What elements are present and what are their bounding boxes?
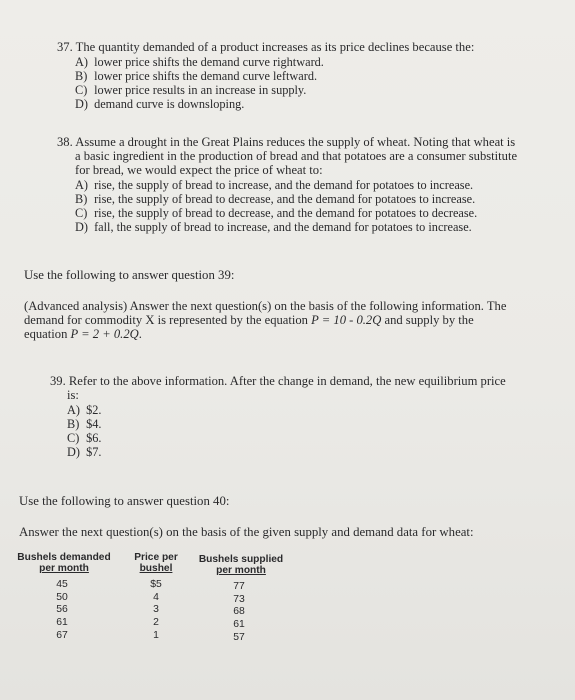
question-37-option-b: B) lower price shifts the demand curve leftward.: [75, 69, 318, 83]
question-38-option-d: D) fall, the supply of bread to increase, and the demand for potatoes to increase.: [75, 220, 472, 234]
table-cell: 45: [56, 579, 68, 590]
instruction-question-39: Use the following to answer question 39:: [24, 268, 235, 282]
question-40-intro: Answer the next question(s) on the basis of the given supply and demand data for wheat:: [19, 525, 474, 539]
table-cell: 1: [153, 629, 159, 641]
table-header-price: Price per bushel: [134, 552, 178, 574]
question-39-option-a: A) $2.: [67, 403, 102, 417]
table-cell: 77: [233, 581, 245, 592]
information-line1: (Advanced analysis) Answer the next question(s) on the basis of the following information. The: [24, 299, 507, 313]
question-39-stem-line1: 39. Refer to the above information. After the change in demand, the new equilibrium price: [50, 374, 506, 388]
question-38-option-b: B) rise, the supply of bread to decrease, and the demand for potatoes to increase.: [75, 192, 476, 206]
table-header-demanded: Bushels demanded per month: [17, 552, 111, 574]
question-37-stem: 37. The quantity demanded of a product increases as its price declines because the:: [57, 40, 475, 54]
information-line2: demand for commodity X is represented by the equation P = 10 - 0.2Q and supply by the: [24, 313, 474, 327]
table-cell: 3: [153, 604, 159, 616]
table-cell: $5: [150, 579, 162, 590]
table-cell: 4: [153, 591, 159, 603]
table-cell: 61: [233, 619, 245, 631]
instruction-question-40: Use the following to answer question 40:: [19, 494, 230, 508]
table-cell: 50: [56, 591, 68, 603]
question-39-option-c: C) $6.: [67, 431, 102, 445]
table-cell: 56: [56, 604, 68, 616]
table-cell: 73: [233, 593, 245, 605]
demand-equation: P = 10 - 0.2Q: [311, 313, 382, 327]
question-38-option-c: C) rise, the supply of bread to decrease, and the demand for potatoes to decrease.: [75, 206, 478, 220]
table-cell: 57: [233, 631, 245, 643]
information-line3: equation P = 2 + 0.2Q.: [24, 327, 142, 341]
table-column-demanded: [48, 579, 76, 643]
question-37-option-a: A) lower price shifts the demand curve rightward.: [75, 55, 324, 69]
question-38-stem-line2: a basic ingredient in the production of bread and that potatoes are a consumer substitute: [75, 149, 518, 163]
question-38-stem-line1: 38. Assume a drought in the Great Plains reduces the supply of wheat. Noting that wheat is: [57, 135, 516, 149]
question-39-option-b: B) $4.: [67, 417, 102, 431]
table-cell: 61: [56, 617, 68, 629]
supply-equation: P = 2 + 0.2Q: [70, 327, 139, 341]
table-cell: 68: [233, 606, 245, 618]
question-37-option-c: C) lower price results in an increase in supply.: [75, 83, 307, 97]
question-39-option-d: D) $7.: [67, 445, 102, 459]
question-38-stem-line3: for bread, we would expect the price of wheat to:: [75, 163, 323, 177]
table-header-supplied: Bushels supplied per month: [198, 554, 284, 576]
question-38-option-a: A) rise, the supply of bread to increase, and the demand for potatoes to increase.: [75, 178, 474, 192]
table-column-price: [141, 579, 171, 643]
question-39-stem-line2: is:: [67, 388, 79, 402]
table-column-supplied: [224, 581, 254, 645]
question-37-option-d: D) demand curve is downsloping.: [75, 97, 245, 111]
table-cell: 2: [153, 617, 159, 629]
table-cell: 67: [56, 629, 68, 641]
